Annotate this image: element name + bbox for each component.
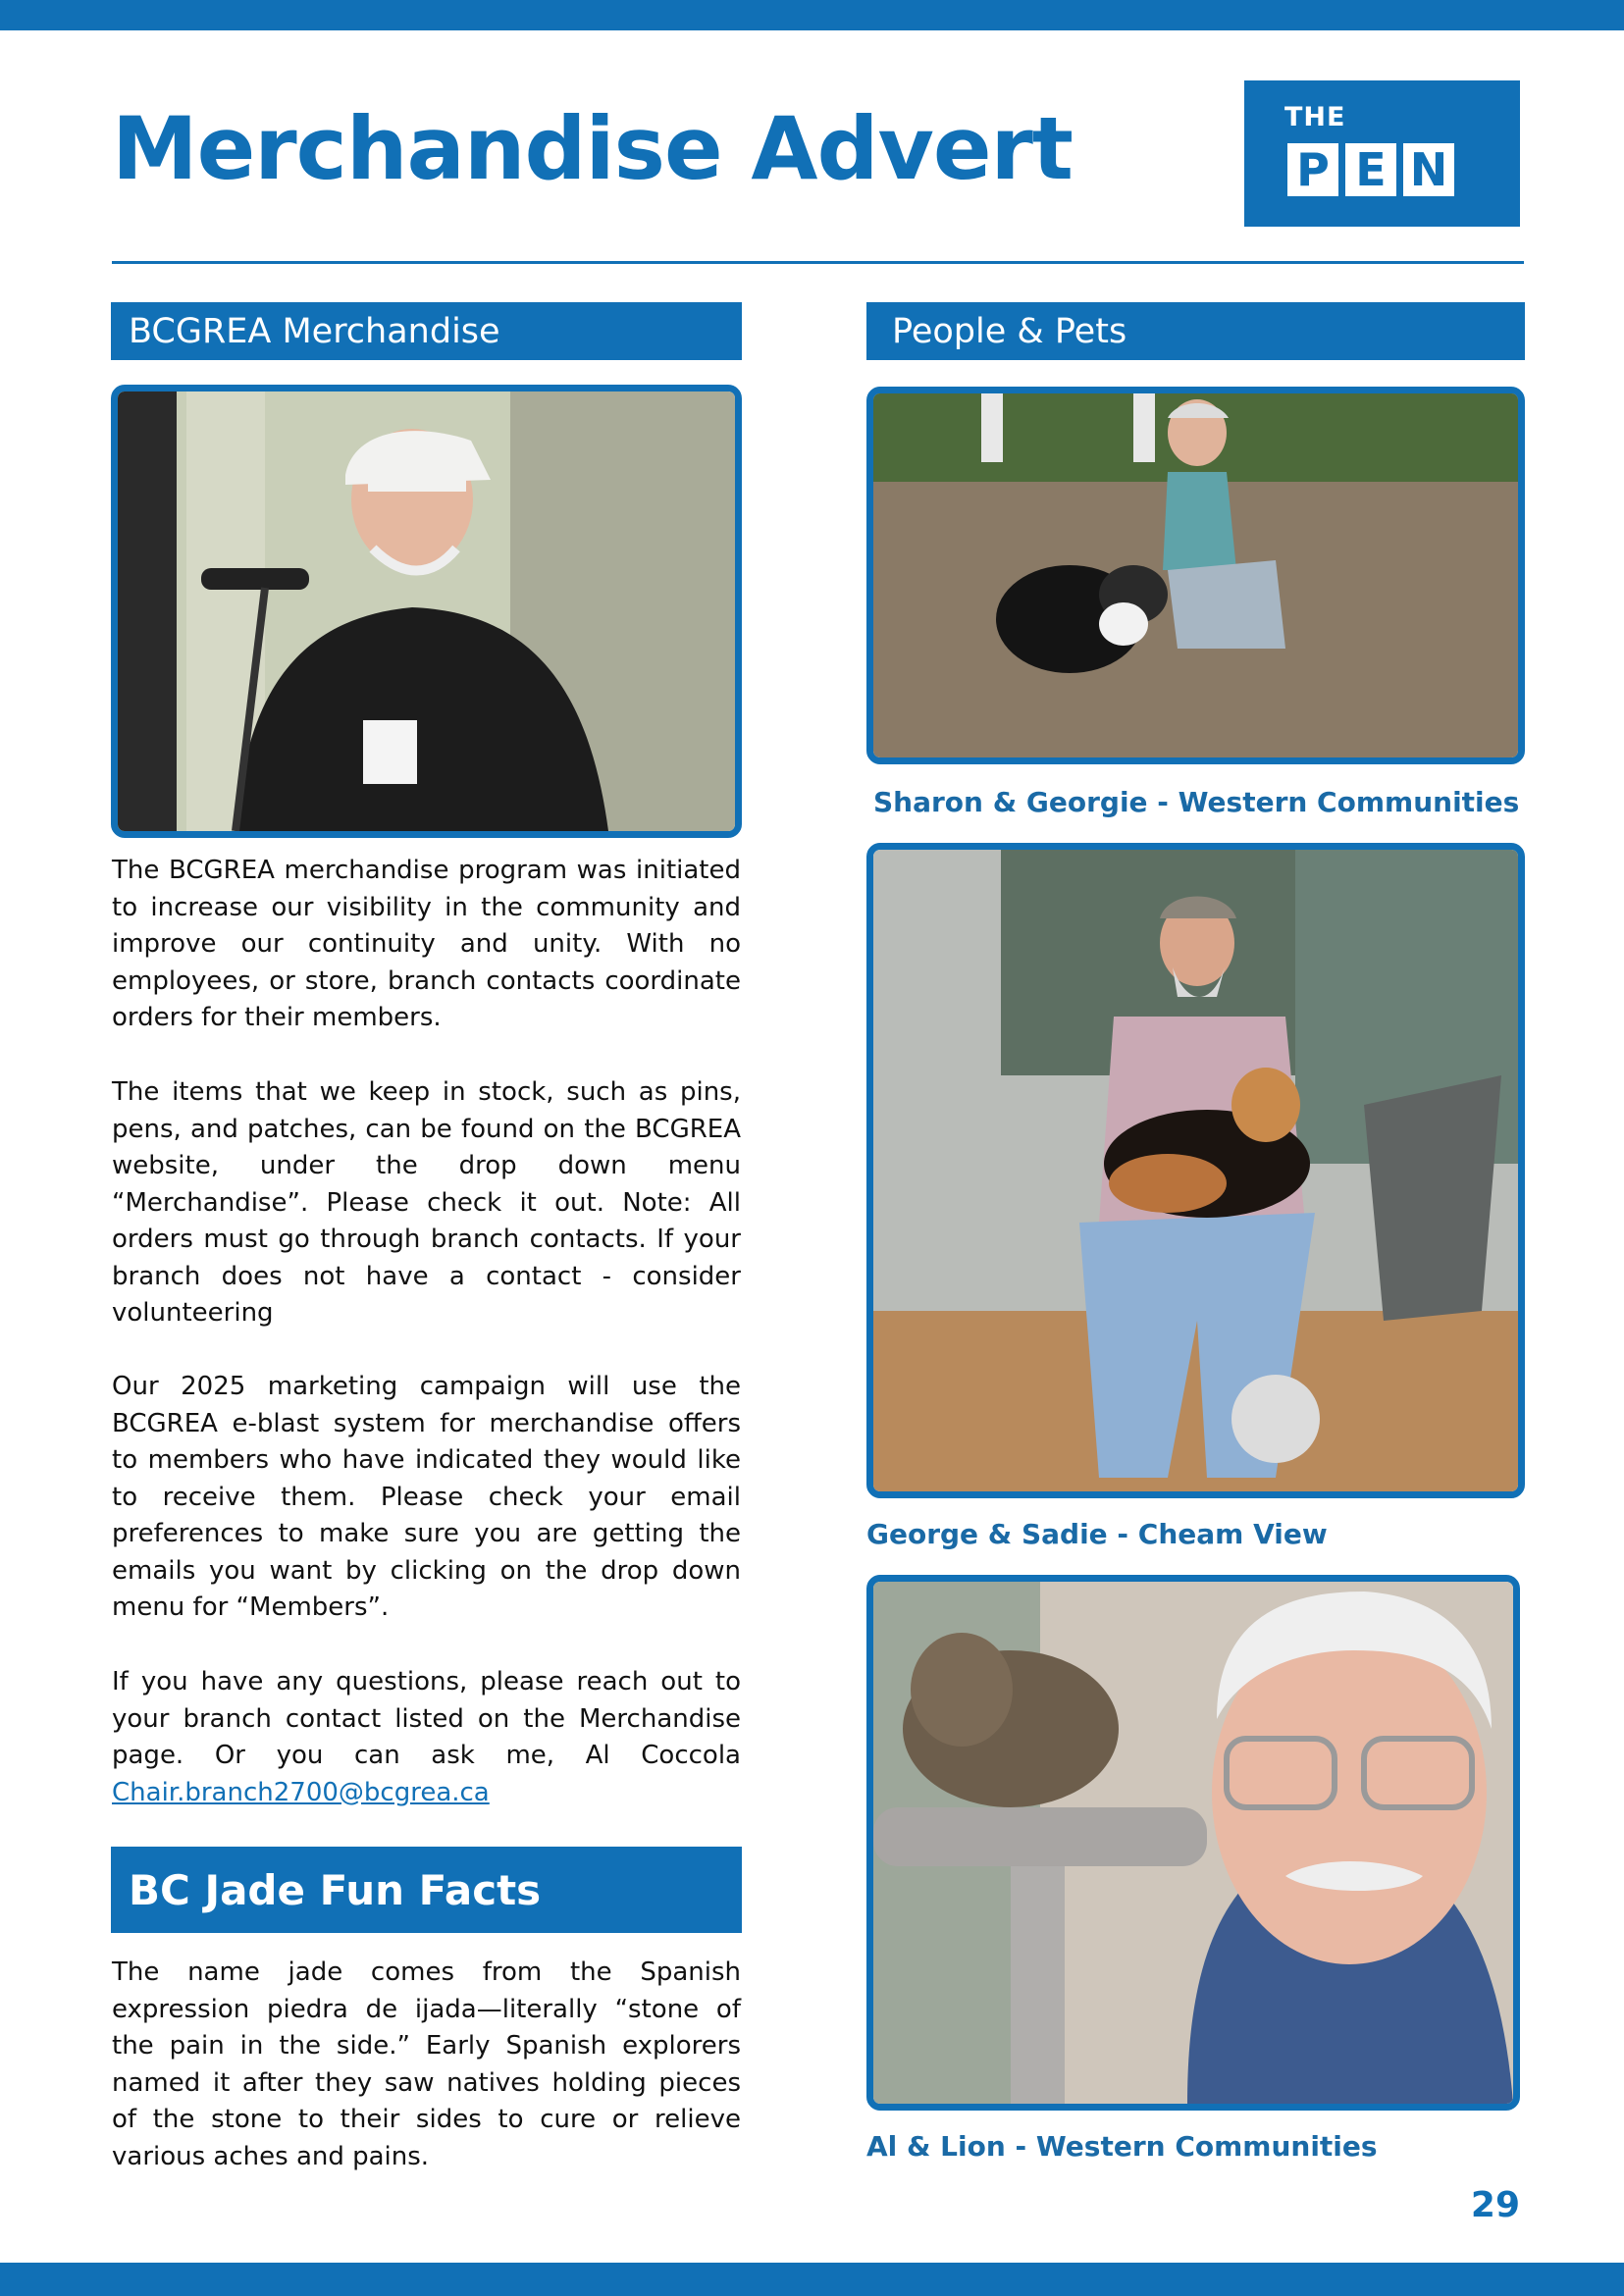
logo-letter-e: E	[1345, 143, 1396, 196]
logo-letter-n: N	[1403, 143, 1454, 196]
caption-sharon-georgie: Sharon & Georgie - Western Communities	[873, 786, 1520, 818]
caption-george-sadie: George & Sadie - Cheam View	[866, 1518, 1328, 1550]
sharon-georgie-photo	[866, 387, 1525, 764]
george-sadie-photo	[866, 843, 1525, 1498]
merchandise-heading: BCGREA Merchandise	[111, 302, 742, 360]
page-number: 29	[1470, 2185, 1520, 2225]
jade-heading: BC Jade Fun Facts	[111, 1847, 742, 1933]
top-bar	[0, 0, 1624, 30]
jade-paragraph: The name jade comes from the Spanish expression piedra de ijada—literally “stone of the pain in the side.” Early Spanish explorers named it after they saw natives holding pieces of the stone to their sides to cure or relieve various aches and pains.	[112, 1957, 741, 2171]
merchandise-paragraph-4-text: If you have any questions, please reach out to your branch contact listed on the Merchandise page. Or you can ask me, Al Coccola	[112, 1667, 741, 1770]
caption-al-lion: Al & Lion - Western Communities	[866, 2130, 1378, 2163]
the-pen-logo	[1244, 80, 1520, 227]
merchandise-paragraph-2: The items that we keep in stock, such as pins, pens, and patches, can be found on the BCGREA website, under the drop down menu “Merchandise”. Please check it out. Note: All orders must go through branch contacts. If your branch does not have a contact - consider volunteering	[112, 1077, 741, 1328]
merchandise-paragraph-4	[112, 1664, 741, 1811]
title-divider	[112, 261, 1524, 264]
logo-pen-letters	[1287, 143, 1454, 196]
merchandise-paragraph-3: Our 2025 marketing campaign will use the BCGREA e-blast system for merchandise offers to members who have indicated they would like to receive them. Please check your email preferences to make sure you are getting the emails you want by clicking on the drop down menu for “Members”.	[112, 1372, 741, 1622]
contact-email-link[interactable]: Chair.branch2700@bcgrea.ca	[112, 1777, 490, 1807]
logo-letter-p: P	[1287, 143, 1338, 196]
speaker-photo	[111, 385, 742, 838]
merchandise-paragraph-1: The BCGREA merchandise program was initiated to increase our visibility in the community and improve our continuity and unity. With no employees, or store, branch contacts coordinate orders for their members.	[112, 856, 741, 1032]
bottom-bar	[0, 2263, 1624, 2296]
page-title: Merchandise Advert	[112, 98, 1073, 199]
al-lion-photo	[866, 1575, 1520, 2111]
logo-the-text: THE	[1284, 102, 1346, 132]
people-pets-heading: People & Pets	[866, 302, 1525, 360]
